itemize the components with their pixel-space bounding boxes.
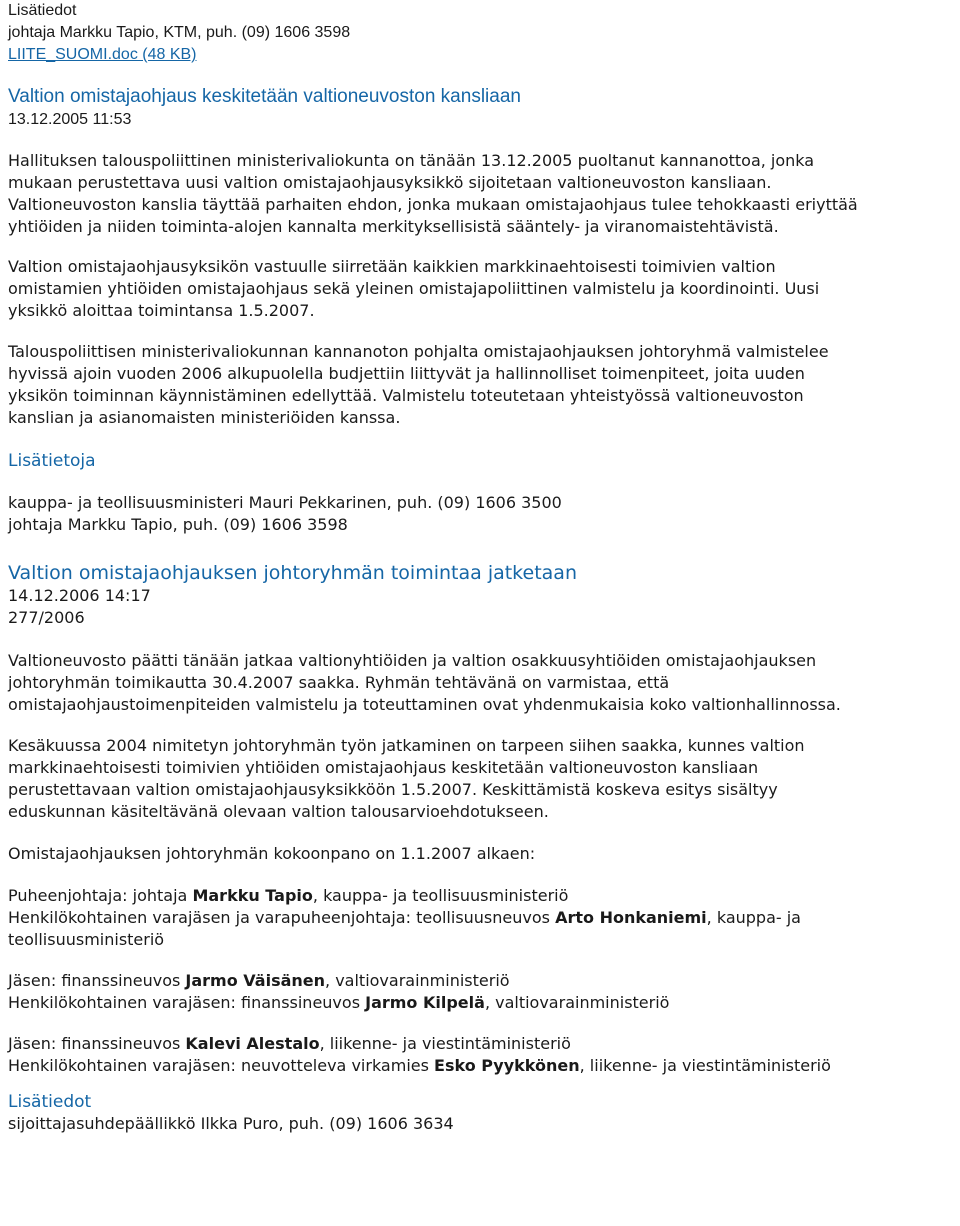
member-role: Henkilökohtainen varajäsen ja varapuheenjohtaja: teollisuusneuvos (8, 908, 556, 927)
text-line: Hallituksen talouspoliittinen ministerivaliokunta on tänään 13.12.2005 puoltanut kannanottoa, jonka (8, 151, 815, 170)
member-row (8, 907, 952, 929)
text-line: markkinaehtoisesti toimivien yhtiöiden omistajaohjaus keskitetään valtioneuvoston kansliaan (8, 758, 759, 777)
text-line: Kesäkuussa 2004 nimitetyn johtoryhmän työn jatkaminen on tarpeen siihen saakka, kunnes valtion (8, 736, 805, 755)
article-2-paragraph-1 (8, 650, 952, 716)
text-line: johtoryhmän toimikautta 30.4.2007 saakka. Ryhmän tehtävänä on varmistaa, että (8, 673, 670, 692)
article-1-paragraph-2 (8, 256, 952, 322)
member-name: Esko Pyykkönen (434, 1056, 580, 1075)
member-ministry: , valtiovarainministeriö (325, 971, 510, 990)
text-line: mukaan perustettava uusi valtion omistajaohjausyksikkö sijoitetaan valtioneuvoston kansliaan. (8, 173, 772, 192)
member-name: Kalevi Alestalo (185, 1034, 320, 1053)
member-row (8, 992, 952, 1014)
text-line: Valtioneuvoston kanslia täyttää parhaiten ehdon, jonka mukaan omistajaohjaus tulee tehokkaasti eriyttää (8, 195, 858, 214)
text-line: hyvissä ajoin vuoden 2006 alkupuolella budjettiin liittyvät ja hallinnolliset toimenpiteet, joita uuden (8, 364, 805, 383)
text-line: Valtioneuvosto päätti tänään jatkaa valtionyhtiöiden ja valtion osakkuusyhtiöiden omistajaohjauksen (8, 651, 817, 670)
article-2-date: 14.12.2006 14:17 (8, 586, 151, 605)
article-2-members-3 (8, 1033, 952, 1077)
text-line: omistamien yhtiöiden omistajaohjaus sekä yleinen omistajapoliittinen valmistelu ja koordinointi. Uusi (8, 279, 820, 298)
text-line: yksikkö aloittaa toimintansa 1.5.2007. (8, 301, 315, 320)
article-2-title[interactable]: Valtion omistajaohjauksen johtoryhmän toimintaa jatketaan (8, 562, 577, 584)
text-line: eduskunnan käsiteltävänä olevaan valtion talousarvioehdotukseen. (8, 802, 549, 821)
article-1-paragraph-1 (8, 150, 952, 238)
member-name: Jarmo Kilpelä (365, 993, 485, 1012)
member-ministry: , liikenne- ja viestintäministeriö (319, 1034, 571, 1053)
article-1-paragraph-3 (8, 341, 952, 429)
member-role: Jäsen: finanssineuvos (8, 1034, 186, 1053)
text-line: Valtion omistajaohjausyksikön vastuulle siirretään kaikkien markkinaehtoisesti toimivien valtion (8, 257, 776, 276)
member-ministry: , valtiovarainministeriö (484, 993, 670, 1012)
text-line: johtaja Markku Tapio, puh. (09) 1606 3598 (8, 515, 348, 534)
article-2-members-2 (8, 970, 952, 1014)
member-name: Jarmo Väisänen (185, 971, 326, 990)
member-ministry: , liikenne- ja viestintäministeriö (579, 1056, 831, 1075)
article-1-info-label: Lisätietoja (8, 451, 96, 471)
article-2-number: 277/2006 (8, 608, 85, 627)
article-2-info-label: Lisätiedot (8, 1092, 92, 1112)
member-role: Jäsen: finanssineuvos (8, 971, 186, 990)
top-info-label: Lisätiedot (8, 2, 77, 19)
member-role: Henkilökohtainen varajäsen: neuvotteleva virkamies (8, 1056, 435, 1075)
article-2-paragraph-2 (8, 735, 952, 823)
text-line: perustettavaan valtion omistajaohjausyksikköön 1.5.2007. Keskittämistä koskeva esitys sisältyy (8, 780, 778, 799)
article-2-info: sijoittajasuhdepäällikkö Ilkka Puro, puh. (09) 1606 3634 (8, 1114, 454, 1133)
text-line: yhtiöiden ja niiden toiminta-alojen kannalta merkityksellisistä sääntely- ja viranomaistehtävistä. (8, 217, 779, 236)
member-row (8, 885, 952, 907)
article-1 (8, 85, 952, 536)
text-line: omistajaohjaustoimenpiteiden valmistelu ja toteuttaminen ovat yhdenmukaisia koko valtionhallinnossa. (8, 695, 841, 714)
article-2-members-1 (8, 885, 952, 951)
text-line: kanslian ja asianomaisten ministeriöiden kanssa. (8, 408, 401, 427)
member-row (8, 970, 952, 992)
member-ministry: , kauppa- ja teollisuusministeriö (312, 886, 569, 905)
member-role: Puheenjohtaja: johtaja (8, 886, 193, 905)
member-ministry-continued: teollisuusministeriö (8, 930, 165, 949)
article-1-info (8, 492, 952, 536)
member-ministry: , kauppa- ja (706, 908, 801, 927)
article-1-title[interactable]: Valtion omistajaohjaus keskitetään valtioneuvoston kansliaan (8, 86, 521, 107)
member-name: Arto Honkaniemi (555, 908, 707, 927)
top-contact: johtaja Markku Tapio, KTM, puh. (09) 1606 3598 (8, 24, 351, 41)
member-role: Henkilökohtainen varajäsen: finanssineuvos (8, 993, 366, 1012)
top-info (8, 0, 952, 66)
article-1-date: 13.12.2005 11:53 (8, 111, 132, 128)
member-row (8, 1033, 952, 1055)
attachment-link[interactable]: LIITE_SUOMI.doc (48 KB) (8, 46, 197, 63)
article-2 (8, 561, 952, 1135)
article-2-composition: Omistajaohjauksen johtoryhmän kokoonpano on 1.1.2007 alkaen: (8, 844, 536, 863)
attachment-link-row (8, 44, 952, 66)
member-row (8, 1055, 952, 1077)
text-line: kauppa- ja teollisuusministeri Mauri Pekkarinen, puh. (09) 1606 3500 (8, 493, 562, 512)
text-line: Talouspoliittisen ministerivaliokunnan kannanoton pohjalta omistajaohjauksen johtoryhmä valmistelee (8, 342, 829, 361)
member-name: Markku Tapio (192, 886, 313, 905)
text-line: yksikön toiminnan käynnistäminen edellyttää. Valmistelu toteutetaan yhteistyössä valtioneuvoston (8, 386, 804, 405)
